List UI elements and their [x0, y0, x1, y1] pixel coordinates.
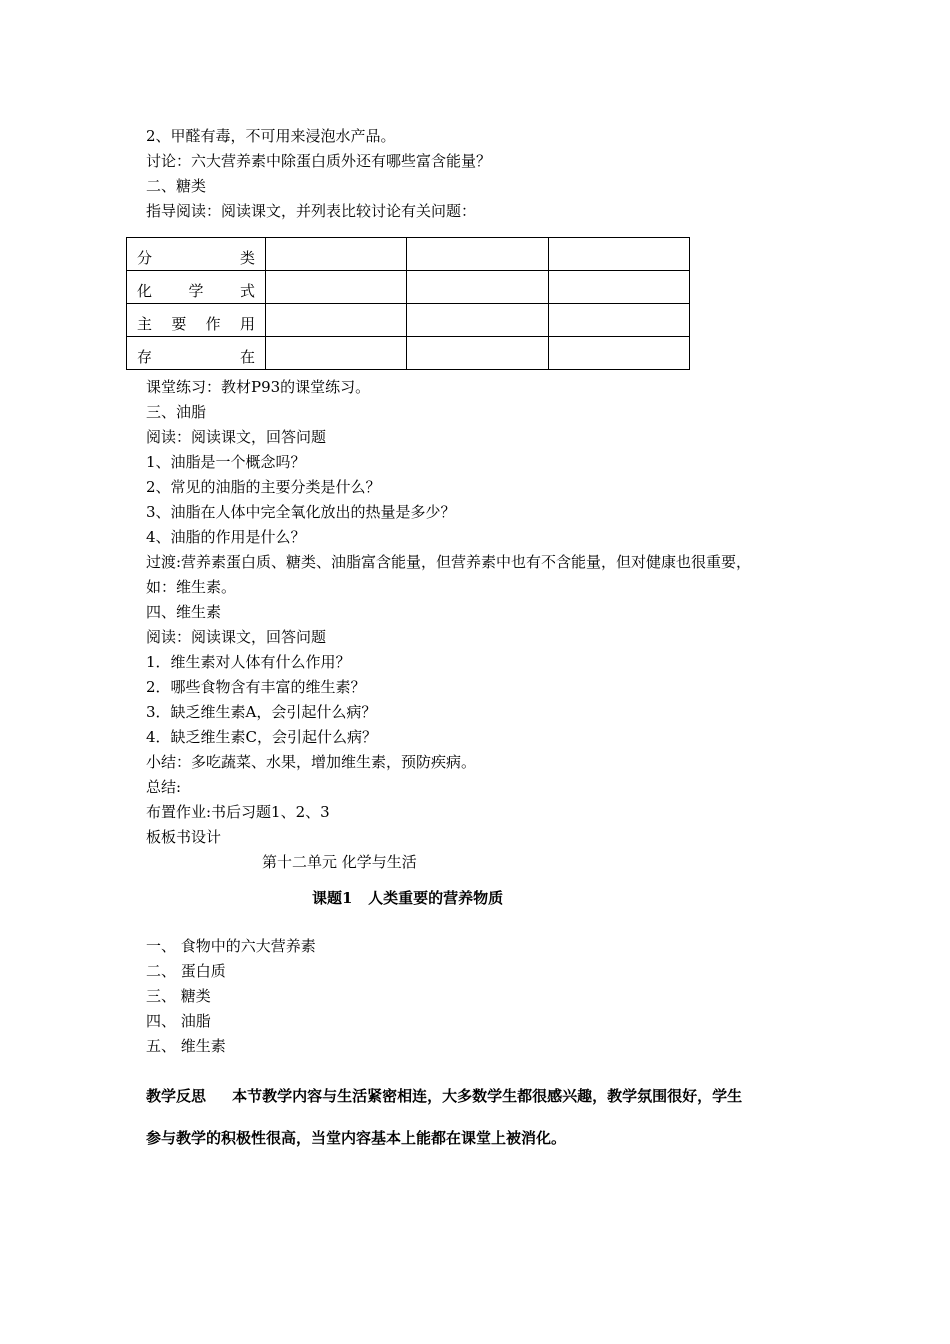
text-line: 2、甲醛有毒，不可用来浸泡水产品。 — [146, 127, 396, 145]
table-cell — [407, 271, 548, 304]
board-item: 四、 油脂 — [146, 1012, 211, 1030]
table-row — [127, 271, 690, 304]
table-cell — [266, 304, 407, 337]
text-line: 板板书设计 — [146, 828, 222, 846]
text-line: 阅读：阅读课文，回答问题 — [146, 428, 327, 446]
table-cell — [266, 271, 407, 304]
table-cell — [266, 337, 407, 370]
question-line: 4．缺乏维生素C，会引起什么病？ — [146, 728, 378, 746]
text-line: 讨论：六大营养素中除蛋白质外还有哪些富含能量？ — [146, 152, 492, 170]
row-header — [127, 238, 266, 271]
reflection-line: 教学反思 本节教学内容与生活紧密相连，大多数学生都很感兴趣，教学氛围很好，学生 — [146, 1087, 743, 1105]
text-line: 课堂练习：教材P93的课堂练习。 — [146, 378, 371, 396]
text-line: 阅读：阅读课文，回答问题 — [146, 628, 327, 646]
board-unit-title: 第十二单元 化学与生活 — [262, 853, 417, 871]
text-line: 小结：多吃蔬菜、水果，增加维生素，预防疾病。 — [146, 753, 477, 771]
table-cell — [548, 271, 689, 304]
board-item: 三、 糖类 — [146, 987, 211, 1005]
table-cell — [548, 337, 689, 370]
question-line: 3、油脂在人体中完全氧化放出的热量是多少？ — [146, 503, 456, 521]
question-line: 3．缺乏维生素A，会引起什么病？ — [146, 703, 377, 721]
row-header-char: 式 — [239, 282, 255, 300]
section-heading: 四、维生素 — [146, 603, 222, 621]
question-line: 2．哪些食物含有丰富的维生素？ — [146, 678, 366, 696]
table-cell — [407, 304, 548, 337]
text-line: 总结: — [146, 778, 182, 796]
board-item: 二、 蛋白质 — [146, 962, 226, 980]
text-line: 布置作业:书后习题1、2、3 — [146, 803, 330, 821]
table-row — [127, 337, 690, 370]
row-header-char: 分 — [137, 249, 153, 267]
row-header — [127, 271, 266, 304]
row-header-char: 类 — [239, 249, 255, 267]
row-header — [127, 337, 266, 370]
row-header-char: 主 — [137, 315, 153, 333]
table-cell — [548, 238, 689, 271]
comparison-table — [126, 237, 690, 370]
board-item: 一、 食物中的六大营养素 — [146, 937, 316, 955]
text-line: 过渡:营养素蛋白质、糖类、油脂富含能量，但营养素中也有不含能量，但对健康也很重要， — [146, 553, 752, 571]
text-line: 指导阅读：阅读课文，并列表比较讨论有关问题： — [146, 202, 477, 220]
question-line: 1．维生素对人体有什么作用？ — [146, 653, 351, 671]
question-line: 1、油脂是一个概念吗？ — [146, 453, 306, 471]
text-line: 如：维生素。 — [146, 578, 237, 596]
table-cell — [548, 304, 689, 337]
question-line: 2、常见的油脂的主要分类是什么？ — [146, 478, 381, 496]
section-heading: 三、油脂 — [146, 403, 207, 421]
table-cell — [266, 238, 407, 271]
table-row — [127, 238, 690, 271]
table-row — [127, 304, 690, 337]
board-item: 五、 维生素 — [146, 1037, 226, 1055]
board-topic-title: 课题1 人类重要的营养物质 — [312, 889, 504, 907]
row-header-char: 要 — [171, 315, 187, 333]
section-heading: 二、糖类 — [146, 177, 207, 195]
row-header-char: 在 — [239, 348, 255, 366]
row-header-char: 化 — [137, 282, 153, 300]
reflection-line: 参与教学的积极性很高，当堂内容基本上能都在课堂上被消化。 — [146, 1129, 567, 1147]
row-header-char: 用 — [239, 315, 255, 333]
question-line: 4、油脂的作用是什么？ — [146, 528, 306, 546]
row-header-char: 学 — [188, 282, 204, 300]
row-header-char: 作 — [205, 315, 221, 333]
row-header-char: 存 — [137, 348, 153, 366]
row-header — [127, 304, 266, 337]
table-cell — [407, 238, 548, 271]
table-cell — [407, 337, 548, 370]
